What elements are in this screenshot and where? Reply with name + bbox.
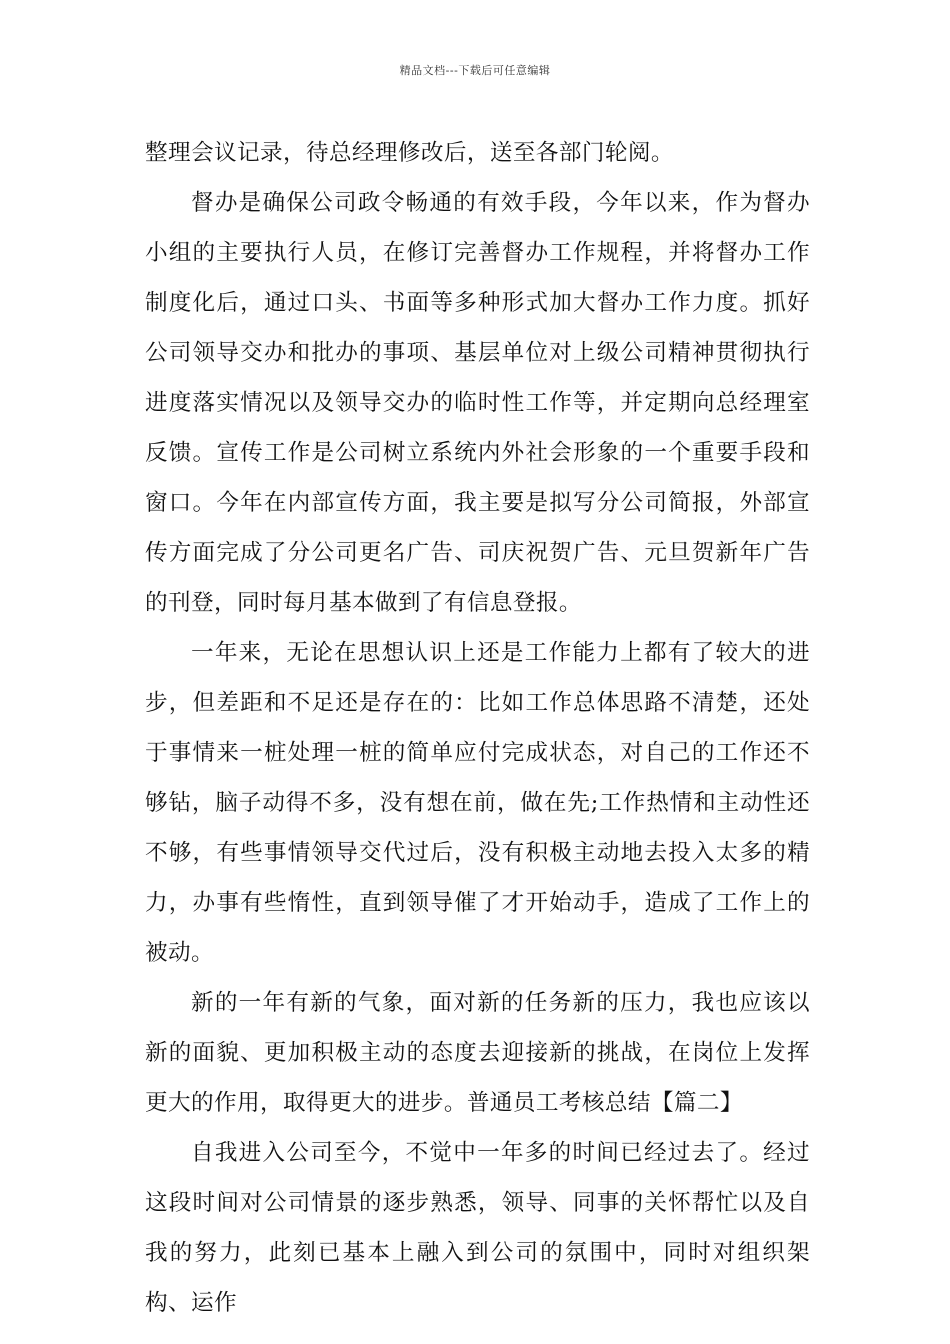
paragraph-5: 自我进入公司至今，不觉中一年多的时间已经过去了。经过这段时间对公司情景的逐步熟悉，领导、同事的关怀帮忙以及自我的努力，此刻已基本上融入到公司的氛围中，同时对组织架构、运作 — [145, 1140, 810, 1316]
paragraph-3: 一年来，无论在思想认识上还是工作能力上都有了较大的进步，但差距和不足还是存在的：比如工作总体思路不清楚，还处于事情来一桩处理一桩的简单应付完成状态，对自己的工作还不够钻，脑子动得不多，没有想在前，做在先;工作热情和主动性还不够，有些事情领导交代过后，没有积极主动地去投入太多的精力，办事有些惰性，直到领导催了才开始动手，造成了工作上的被动。 — [145, 640, 810, 966]
paragraph-4: 新的一年有新的气象，面对新的任务新的压力，我也应该以新的面貌、更加积极主动的态度去迎接新的挑战，在岗位上发挥更大的作用，取得更大的进步。普通员工考核总结【篇二】 — [145, 990, 810, 1116]
paragraph-1: 整理会议记录，待总经理修改后，送至各部门轮阅。 — [145, 140, 674, 166]
page-header: 精品文档---下载后可任意编辑 — [399, 64, 551, 77]
document-body — [145, 128, 810, 1328]
paragraph-2: 督办是确保公司政令畅通的有效手段，今年以来，作为督办小组的主要执行人员，在修订完善督办工作规程，并将督办工作制度化后，通过口头、书面等多种形式加大督办工作力度。抓好公司领导交办和批办的事项、基层单位对上级公司精神贯彻执行进度落实情况以及领导交办的临时性工作等，并定期向总经理室反馈。宣传工作是公司树立系统内外社会形象的一个重要手段和窗口。今年在内部宣传方面，我主要是拟写分公司简报，外部宣传方面完成了分公司更名广告、司庆祝贺广告、元旦贺新年广告的刊登，同时每月基本做到了有信息登报。 — [145, 190, 810, 616]
